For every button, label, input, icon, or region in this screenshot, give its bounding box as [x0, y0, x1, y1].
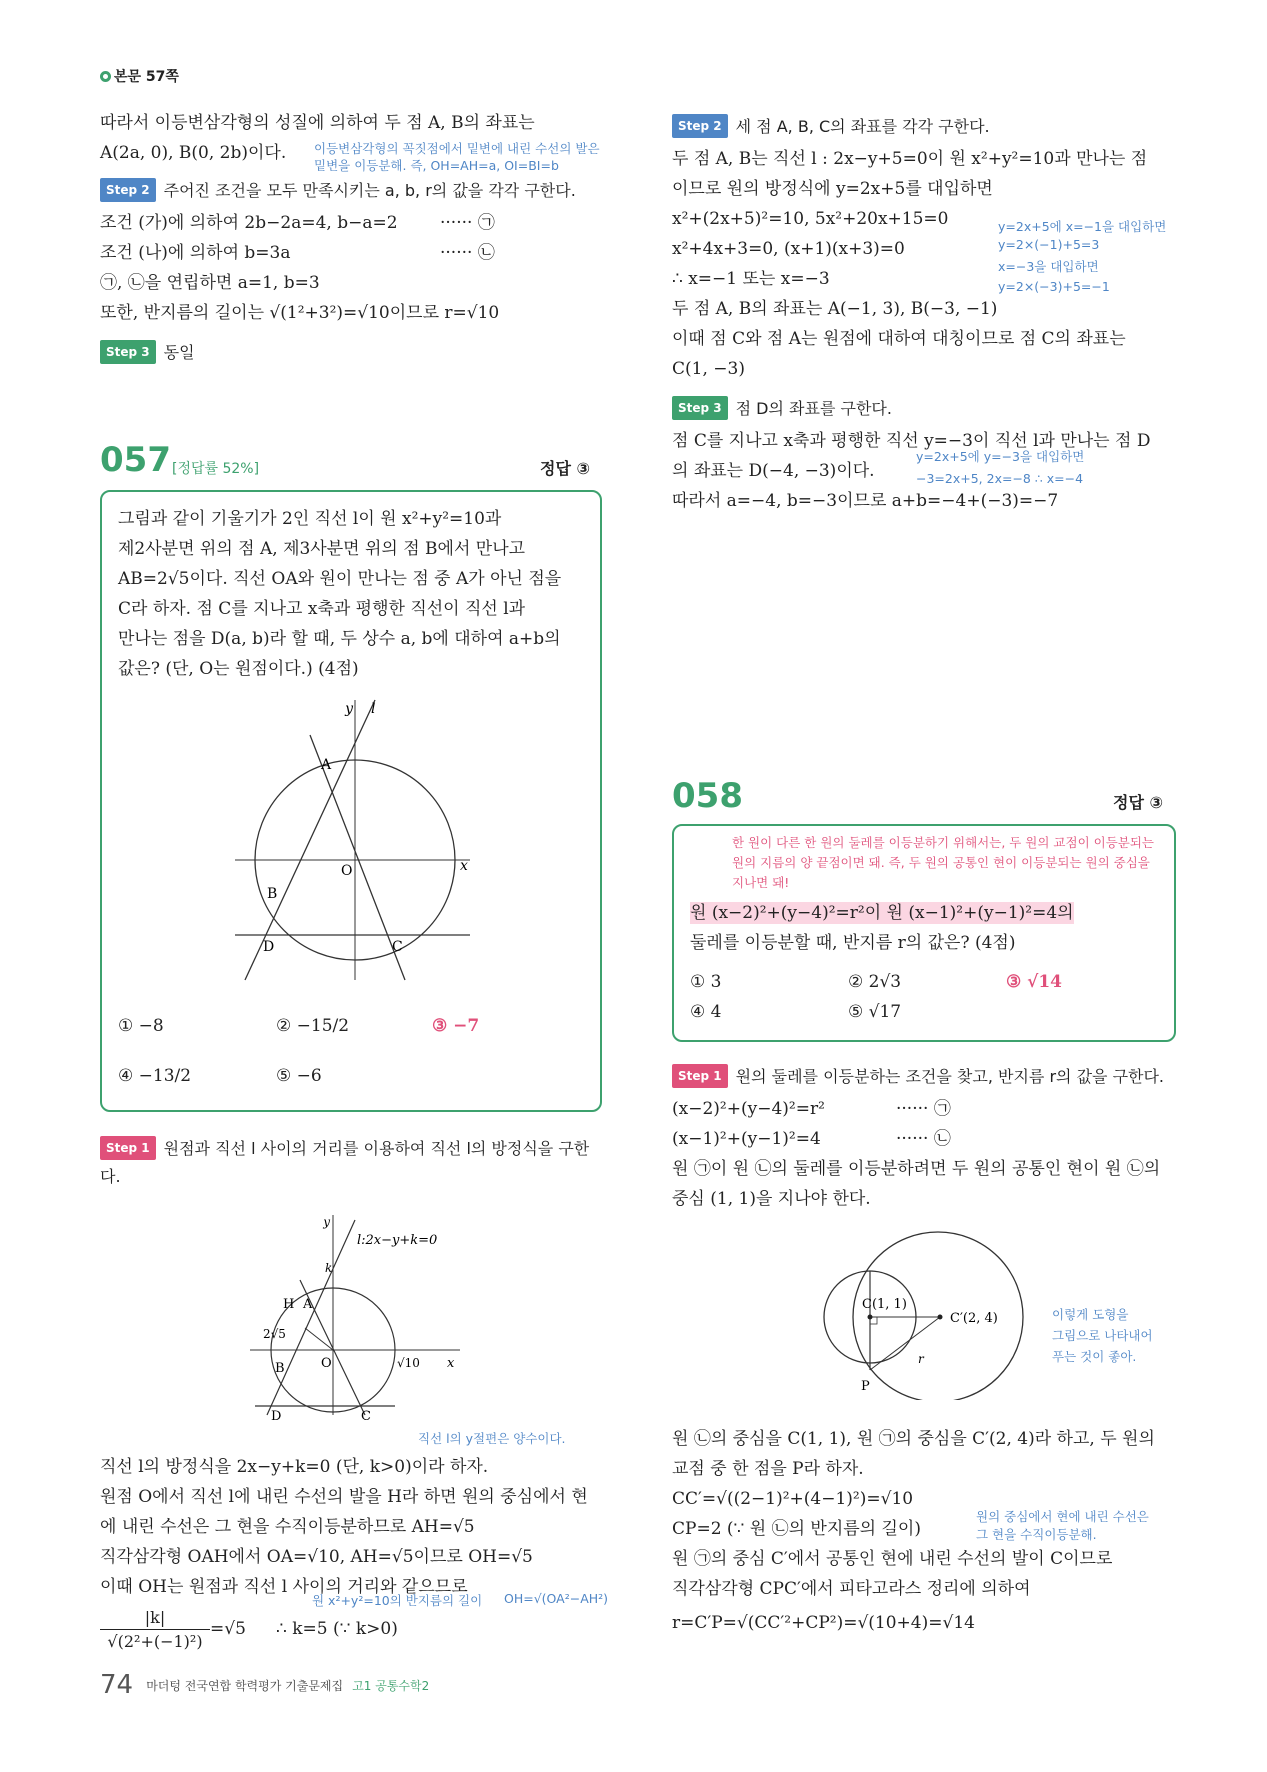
- problem-057-rate: [정답률 52%]: [172, 461, 260, 477]
- p057-sol-step1-cont: 다.: [100, 1167, 121, 1186]
- problem-058-answer: 정답 ③: [1113, 793, 1164, 812]
- right-note-4: y=2×(−3)+5=−1: [998, 279, 1110, 294]
- p058-q2: 둘레를 이등분할 때, 반지름 r의 값은? (4점): [690, 933, 1016, 953]
- book-subject: 고1 공통수학2: [352, 1679, 430, 1693]
- p058-fig-note-3: 푸는 것이 좋아.: [1052, 1349, 1137, 1364]
- p058-sol-t3: 원 ㉡의 중심을 C(1, 1), 원 ㉠의 중심을 C′(2, 4)라 하고, 두 원의: [672, 1429, 1155, 1449]
- right-2: 이므로 원의 방정식에 y=2x+5를 대입하면: [672, 179, 993, 199]
- right-9: 점 C를 지나고 x축과 평행한 직선 y=−3이 직선 l과 만나는 점 D: [672, 431, 1151, 451]
- left-step3: Step 3 동일: [100, 340, 195, 364]
- right-7: 이때 점 C와 점 A는 원점에 대하여 대칭이므로 점 C의 좌표는: [672, 329, 1126, 349]
- right-note-1: y=2x+5에 x=−1을 대입하면: [998, 219, 1167, 234]
- p057-choice-3[interactable]: ③ −7: [432, 1016, 480, 1036]
- left-step2: Step 2 주어진 조건을 모두 만족시키는 a, b, r의 값을 각각 구한다.: [100, 178, 576, 202]
- right-10: 의 좌표는 D(−4, −3)이다.: [672, 461, 875, 481]
- cond-1: 조건 (가)에 의하여 2b−2a=4, b−a=2: [100, 213, 398, 233]
- fig-d-label: D: [263, 939, 275, 955]
- step1-badge: Step 1: [100, 1136, 156, 1160]
- step3-badge: Step 3: [100, 340, 156, 364]
- p058-sol-t6: CP=2 (∵ 원 ㉡의 반지름의 길이): [672, 1519, 921, 1539]
- p057-q6: 값은? (단, O는 원점이다.) (4점): [118, 659, 359, 679]
- p057-figure: [225, 695, 480, 985]
- p057-sol-5: 이때 OH는 원점과 직선 l 사이의 거리와 같으므로: [100, 1577, 468, 1597]
- right-11: 따라서 a=−4, b=−3이므로 a+b=−4+(−3)=−7: [672, 491, 1059, 511]
- right-6: 두 점 A, B의 좌표는 A(−1, 3), B(−3, −1): [672, 299, 998, 319]
- fig-c-label: C: [392, 939, 403, 955]
- right-4: x²+4x+3=0, (x+1)(x+3)=0: [672, 239, 905, 259]
- step2-badge: Step 2: [100, 178, 156, 202]
- p058-fig-note-2: 그림으로 나타내어: [1052, 1328, 1153, 1343]
- p058-fig-note-1: 이렇게 도형을: [1052, 1307, 1129, 1322]
- p057-q1: 그림과 같이 기울기가 2인 직선 l이 원 x²+y²=10과: [118, 509, 502, 529]
- p057-choice-2[interactable]: ② −15/2: [276, 1016, 350, 1036]
- p058-note-1: 한 원이 다른 한 원의 둘레를 이등분하기 위해서는, 두 원의 교점이 이등분되는: [732, 835, 1155, 850]
- right-note-6: −3=2x+5, 2x=−8 ∴ x=−4: [916, 471, 1084, 486]
- sol-fig-eq: l:2x−y+k=0: [357, 1233, 438, 1248]
- p058-note-n1: 원의 중심에서 현에 내린 수선은: [976, 1509, 1149, 1524]
- p057-q4: C라 하자. 점 C를 지나고 x축과 평행한 직선이 직선 l과: [118, 599, 526, 619]
- p058-sol-t5: CC′=√((2−1)²+(4−1)²)=√10: [672, 1489, 914, 1509]
- p057-choice-4[interactable]: ④ −13/2: [118, 1066, 192, 1086]
- sol-fig-r10: √10: [397, 1356, 420, 1370]
- p057-sol-3: 에 내린 수선은 그 현을 수직이등분하므로 AH=√5: [100, 1517, 475, 1537]
- p057-note-k: 직선 l의 y절편은 양수이다.: [418, 1431, 566, 1446]
- right-note-2: y=2×(−1)+5=3: [998, 237, 1100, 252]
- p058-choice-5[interactable]: ⑤ √17: [848, 1002, 902, 1022]
- fig-c-point: C(1, 1): [862, 1297, 907, 1312]
- right-step3: Step 3 점 D의 좌표를 구한다.: [672, 396, 892, 420]
- page-number: 74: [100, 1670, 134, 1700]
- p057-q3: AB=2√5이다. 직선 OA와 원이 만나는 점 중 A가 아닌 점을: [118, 569, 562, 589]
- left-line-2: A(2a, 0), B(0, 2b)이다.: [100, 143, 287, 163]
- sol-fig-o: O: [321, 1356, 332, 1371]
- right-note-3: x=−3을 대입하면: [998, 259, 1099, 274]
- p058-choice-1[interactable]: ① 3: [690, 972, 722, 992]
- sol-fig-a: A: [303, 1297, 313, 1312]
- p057-note-oa: 원 x²+y²=10의 반지름의 길이: [312, 1593, 483, 1608]
- p058-choice-4[interactable]: ④ 4: [690, 1002, 722, 1022]
- left-note-1a: 이등변삼각형의 꼭짓점에서 밑변에 내린 수선의 발은: [314, 141, 600, 156]
- p057-fraction: |k| √(2²+(−1)²): [100, 1608, 210, 1651]
- cond-1-mark: ······ ㉠: [440, 213, 495, 233]
- header-ref: 본문 57쪽: [100, 66, 179, 86]
- fig-o-label: O: [341, 863, 353, 879]
- p058-sol-t2: 중심 (1, 1)을 지나야 한다.: [672, 1189, 871, 1209]
- right-1: 두 점 A, B는 직선 l : 2x−y+5=0이 원 x²+y²=10과 만나는 점: [672, 149, 1148, 169]
- fig-cprime-point: C′(2, 4): [950, 1311, 998, 1326]
- sol-fig-2r5: 2√5: [263, 1327, 286, 1341]
- fig-l-label: l: [371, 701, 376, 717]
- p058-note-2: 원의 지름의 양 끝점이면 돼. 즉, 두 원의 공통인 현이 이등분되는 원의 중심을: [732, 855, 1150, 870]
- right-3: x²+(2x+5)²=10, 5x²+20x+15=0: [672, 209, 949, 229]
- fig-b-label: B: [267, 886, 278, 902]
- p057-q2: 제2사분면 위의 점 A, 제3사분면 위의 점 B에서 만나고: [118, 539, 526, 559]
- cond-3: ㉠, ㉡을 연립하면 a=1, b=3: [100, 273, 320, 293]
- p057-choice-1[interactable]: ① −8: [118, 1016, 164, 1036]
- cond-2: 조건 (나)에 의하여 b=3a: [100, 243, 291, 263]
- sol-fig-d: D: [271, 1409, 282, 1420]
- footer: [100, 1670, 429, 1700]
- right-step2: Step 2 세 점 A, B, C의 좌표를 각각 구한다.: [672, 114, 990, 138]
- cond-4: 또한, 반지름의 길이는 √(1²+3²)=√10이므로 r=√10: [100, 303, 500, 323]
- p058-choice-2[interactable]: ② 2√3: [848, 972, 902, 992]
- p058-sol-t9: r=C′P=√(CC′²+CP²)=√(10+4)=√14: [672, 1613, 975, 1633]
- book-title: 마더텅 전국연합 학력평가 기출문제집: [146, 1679, 344, 1693]
- p057-choice-5[interactable]: ⑤ −6: [276, 1066, 322, 1086]
- left-note-1b: 밑변을 이등분해. 즉, OH=AH=a, OI=BI=b: [314, 158, 559, 173]
- p058-note-3: 지나면 돼!: [732, 875, 790, 890]
- right-note-5: y=2x+5에 y=−3을 대입하면: [916, 449, 1085, 464]
- problem-058-number: 058: [672, 776, 743, 816]
- circle-icon: [100, 71, 111, 82]
- p058-eq-1-mark: ······ ㉠: [896, 1099, 951, 1119]
- fig-y-label: y: [345, 701, 353, 717]
- p058-sol-t1: 원 ㉠이 원 ㉡의 둘레를 이등분하려면 두 원의 공통인 현이 원 ㉡의: [672, 1159, 1161, 1179]
- p057-sol-2: 원점 O에서 직선 l에 내린 수선의 발을 H라 하면 원의 중심에서 현: [100, 1487, 588, 1507]
- right-5: ∴ x=−1 또는 x=−3: [672, 269, 830, 289]
- p057-sol-1: 직선 l의 방정식을 2x−y+k=0 (단, k>0)이라 하자.: [100, 1457, 489, 1477]
- p058-choice-3[interactable]: ③ √14: [1006, 972, 1062, 992]
- sol-fig-h: H: [283, 1297, 295, 1312]
- p058-eq-2-mark: ······ ㉡: [896, 1129, 951, 1149]
- p058-eq-2: (x−1)²+(y−1)²=4: [672, 1129, 821, 1149]
- right-8: C(1, −3): [672, 359, 745, 379]
- p057-fraction-eq: =√5: [210, 1619, 246, 1639]
- p058-q1: 원 (x−2)²+(y−4)²=r²이 원 (x−1)²+(y−1)²=4의: [690, 903, 1074, 923]
- p058-sol-t8: 직각삼각형 CPC′에서 피타고라스 정리에 의하여: [672, 1579, 1031, 1599]
- p057-sol-4: 직각삼각형 OAH에서 OA=√10, AH=√5이므로 OH=√5: [100, 1547, 533, 1567]
- sol-fig-y: y: [323, 1215, 330, 1229]
- p058-sol-t4: 교점 중 한 점을 P라 하자.: [672, 1459, 864, 1479]
- p058-note-n2: 그 현을 수직이등분해.: [976, 1527, 1097, 1542]
- p057-sol-6: ∴ k=5 (∵ k>0): [276, 1619, 398, 1639]
- p058-eq-1: (x−2)²+(y−4)²=r²: [672, 1099, 825, 1119]
- cond-2-mark: ······ ㉡: [440, 243, 495, 263]
- fig-a-label: A: [321, 757, 332, 773]
- p057-sol-figure: [245, 1210, 470, 1420]
- p058-sol-step1: Step 1 원의 둘레를 이등분하는 조건을 찾고, 반지름 r의 값을 구한다.: [672, 1064, 1164, 1088]
- p058-sol-t7: 원 ㉠의 중심 C′에서 공통인 현에 내린 수선의 발이 C이므로: [672, 1549, 1113, 1569]
- p057-note-oh: OH=√(OA²−AH²): [504, 1591, 609, 1606]
- problem-057-answer: 정답 ③: [540, 459, 591, 478]
- p057-sol-step1: Step 1 원점과 직선 l 사이의 거리를 이용하여 직선 l의 방정식을 구한: [100, 1136, 589, 1160]
- p057-q5: 만나는 점을 D(a, b)라 할 때, 두 상수 a, b에 대하여 a+b의: [118, 629, 561, 649]
- fig-x-label: x: [460, 858, 468, 874]
- fig-p-point: P: [861, 1379, 870, 1394]
- sol-fig-b: B: [275, 1361, 285, 1376]
- fig-r-label: r: [918, 1352, 924, 1366]
- left-line-1: 따라서 이등변삼각형의 성질에 의하여 두 점 A, B의 좌표는: [100, 113, 535, 133]
- sol-fig-c: C: [361, 1409, 371, 1420]
- sol-fig-k: k: [325, 1261, 333, 1275]
- p058-figure: [815, 1225, 1035, 1400]
- sol-fig-x: x: [447, 1356, 455, 1371]
- problem-057-number: 057: [100, 440, 171, 480]
